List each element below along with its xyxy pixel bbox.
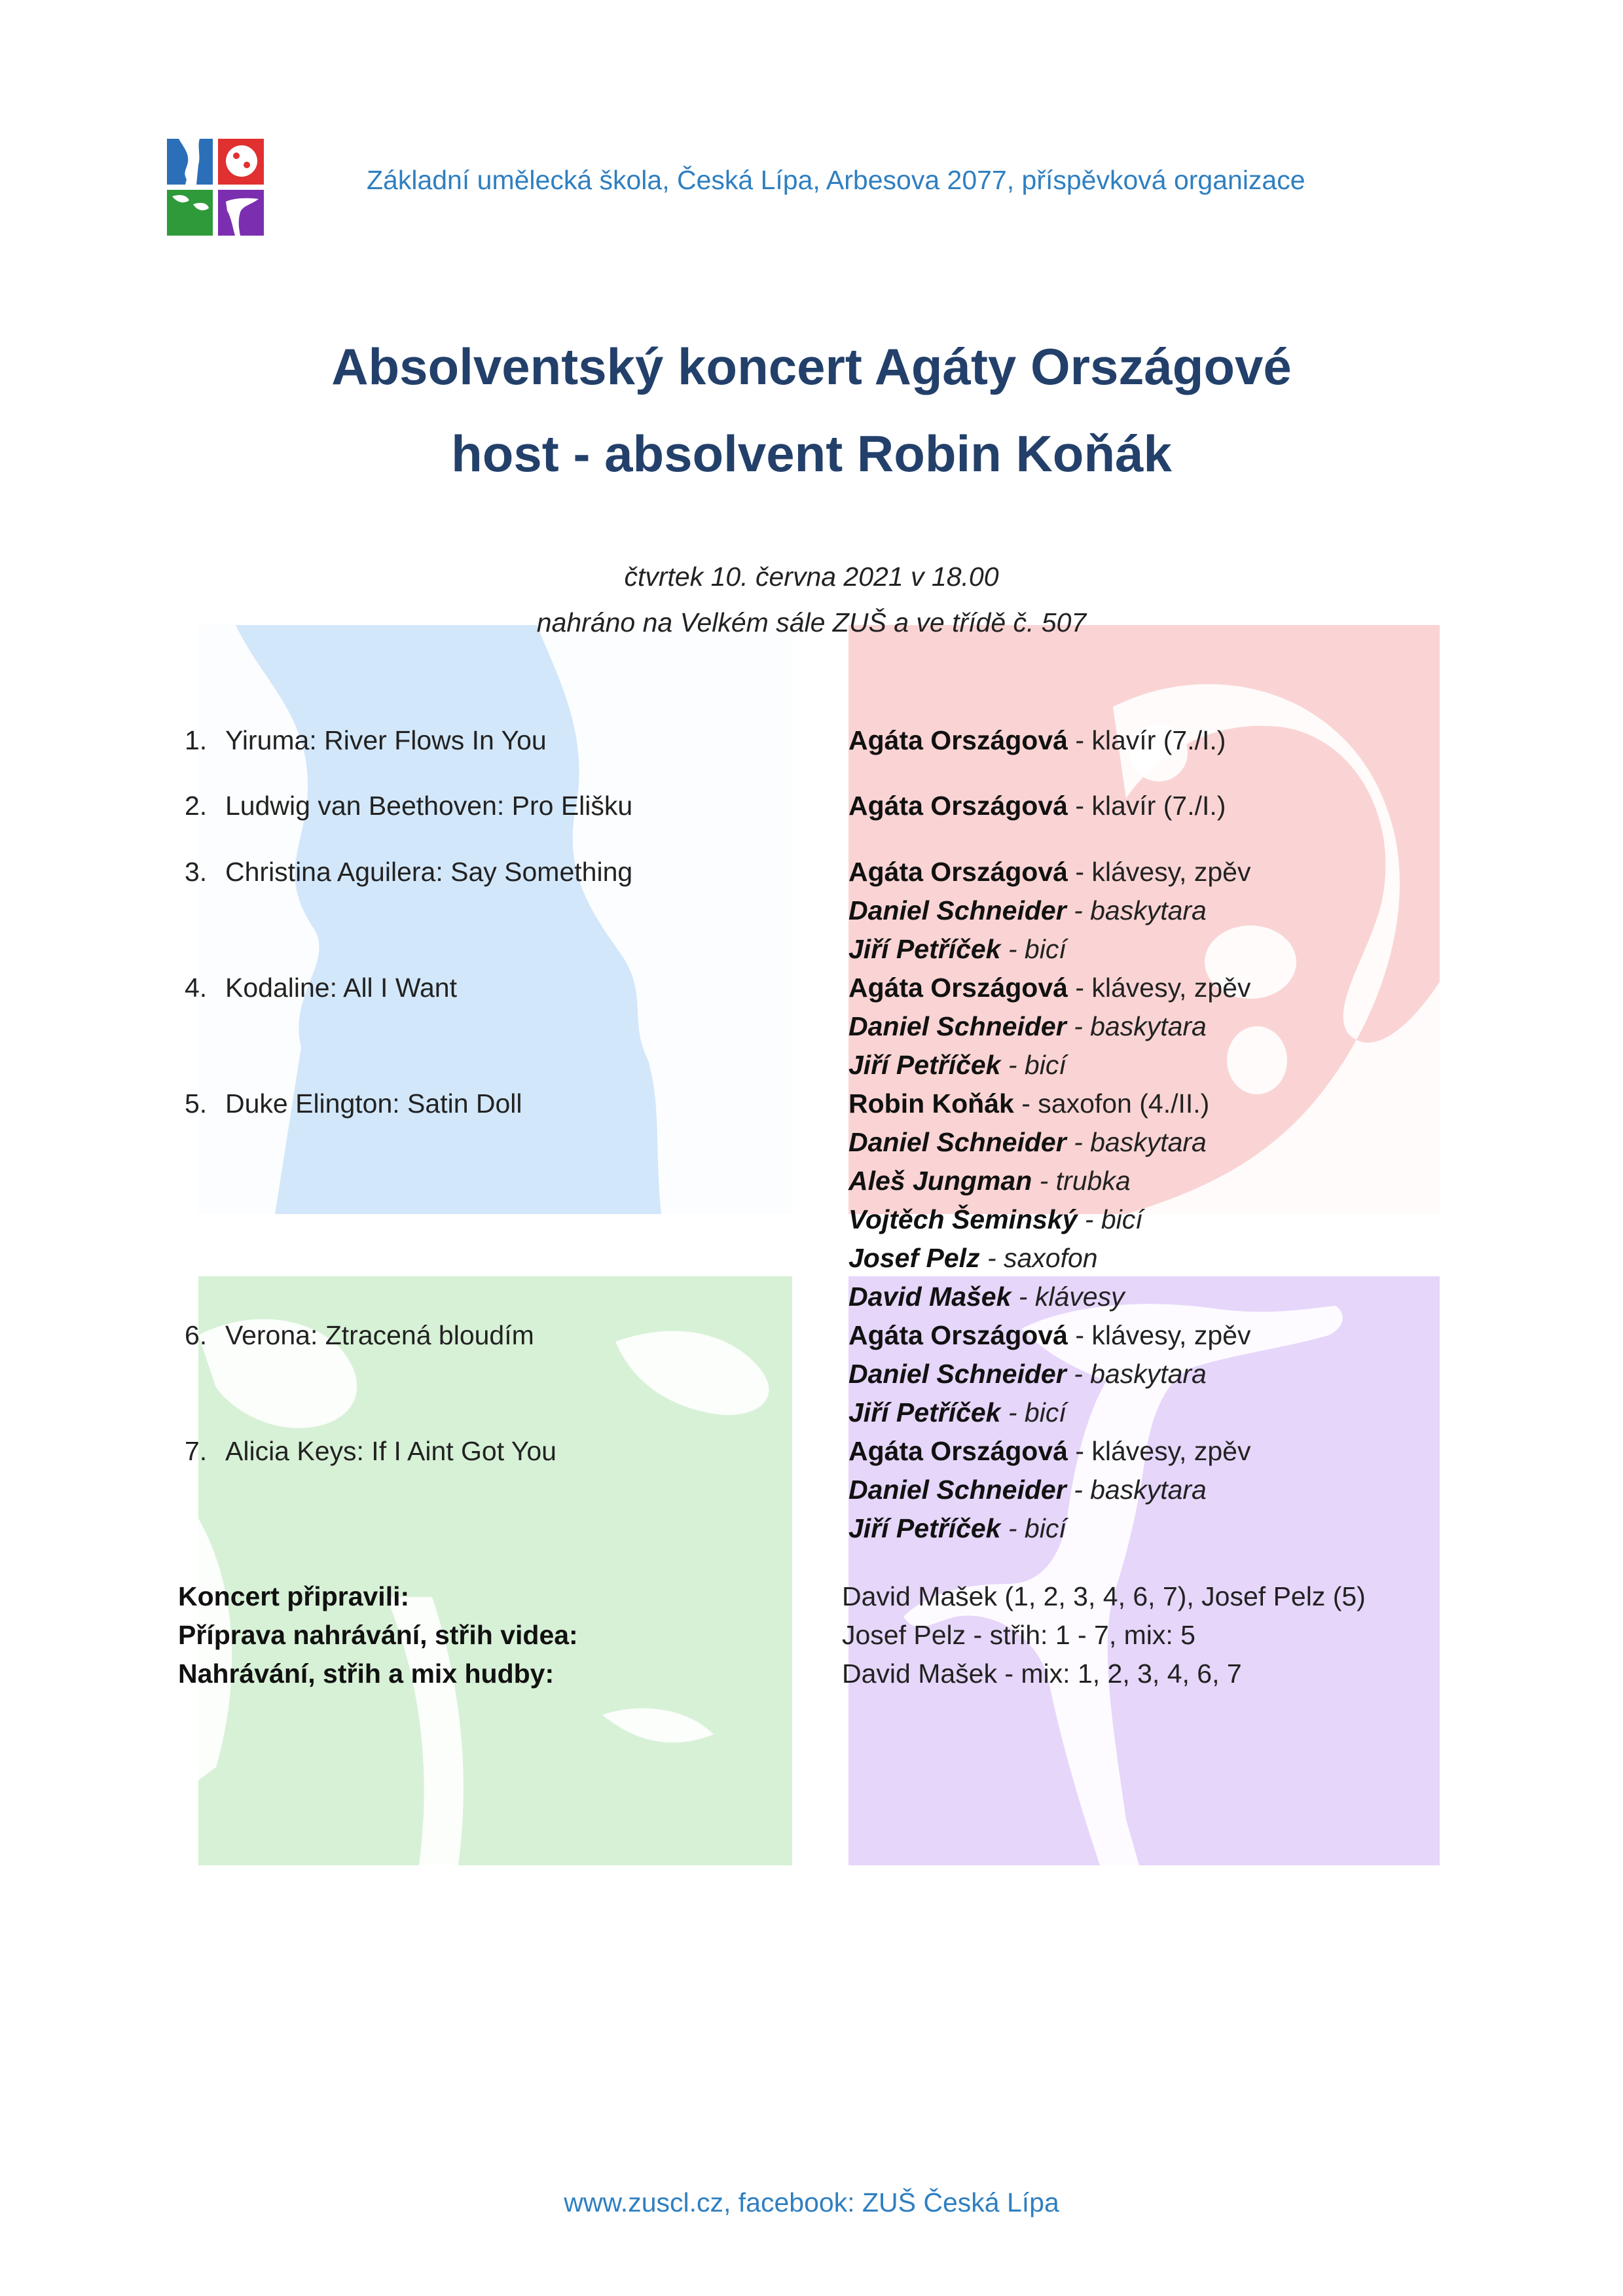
program-piece — [185, 1320, 534, 1351]
program-piece — [185, 973, 457, 1003]
performer-role: - baskytara — [1066, 895, 1207, 925]
performer-line — [848, 1475, 1207, 1505]
performer-line — [848, 1282, 1125, 1312]
performer-name: Agáta Országová — [848, 1436, 1068, 1466]
performer-name: Agáta Országová — [848, 857, 1068, 887]
performer-line — [848, 1513, 1067, 1544]
performer-name: Jiří Petříček — [848, 1397, 1001, 1427]
performer-line — [848, 1436, 1250, 1467]
piece-number: 7. — [185, 1436, 208, 1466]
performer-role: - saxofon — [979, 1243, 1098, 1273]
piece-title: Yiruma: River Flows In You — [225, 725, 547, 755]
performer-line — [848, 857, 1250, 888]
music-quadrant — [198, 625, 792, 1214]
performer-name: Daniel Schneider — [848, 1359, 1067, 1389]
performer-role: - klávesy, zpěv — [1067, 857, 1251, 887]
performer-role: - trubka — [1032, 1166, 1131, 1196]
credit-value: David Mašek - mix: 1, 2, 3, 4, 6, 7 — [842, 1659, 1242, 1689]
performer-role: - klávesy, zpěv — [1067, 973, 1251, 1003]
piece-number: 4. — [185, 973, 208, 1003]
performer-role: - bicí — [1000, 1513, 1067, 1543]
performer-name: Jiří Petříček — [848, 934, 1001, 964]
performer-name: Daniel Schneider — [848, 1475, 1067, 1505]
piece-number: 1. — [185, 725, 208, 755]
performer-role: - klavír (7./I.) — [1067, 791, 1226, 821]
performer-role: - klávesy, zpěv — [1067, 1436, 1251, 1466]
concert-title: Absolventský koncert Agáty Országové — [331, 338, 1292, 395]
performer-name: Jiří Petříček — [848, 1513, 1001, 1543]
program-piece — [185, 791, 632, 821]
performer-name: Vojtěch Šeminský — [848, 1204, 1078, 1234]
performer-role: - bicí — [1077, 1204, 1143, 1234]
drama-quadrant — [198, 1276, 792, 1865]
performer-name: Jiří Petříček — [848, 1050, 1001, 1080]
performer-line — [848, 1320, 1250, 1351]
performer-line — [848, 1050, 1067, 1081]
piece-title: Duke Elington: Satin Doll — [225, 1088, 522, 1119]
concert-subtitle: host - absolvent Robin Koňák — [451, 425, 1172, 482]
performer-role: - baskytara — [1066, 1127, 1207, 1157]
performer-role: - klavír (7./I.) — [1067, 725, 1226, 755]
piece-number: 6. — [185, 1320, 208, 1350]
program-piece — [185, 857, 632, 888]
performer-name: Daniel Schneider — [848, 1127, 1067, 1157]
performer-name: Robin Koňák — [848, 1088, 1014, 1119]
performer-line — [848, 1088, 1209, 1119]
performer-role: - bicí — [1000, 1050, 1067, 1080]
school-logo — [167, 139, 264, 236]
concert-location: nahráno na Velkém sále ZUŠ a ve třídě č. 507 — [536, 607, 1087, 637]
performer-line — [848, 1011, 1207, 1042]
performer-name: Josef Pelz — [848, 1243, 980, 1273]
piece-number: 5. — [185, 1088, 208, 1119]
performer-name: Agáta Országová — [848, 791, 1068, 821]
performer-line — [848, 1204, 1143, 1235]
performer-role: - baskytara — [1066, 1359, 1207, 1389]
performer-name: David Mašek — [848, 1282, 1012, 1312]
concert-date: čtvrtek 10. června 2021 v 18.00 — [624, 562, 999, 592]
piece-title: Kodaline: All I Want — [225, 973, 458, 1003]
performer-role: - klávesy, zpěv — [1067, 1320, 1251, 1350]
school-name: Základní umělecká škola, Česká Lípa, Arbesova 2077, příspěvková organizace — [367, 165, 1305, 195]
credit-value: Josef Pelz - střih: 1 - 7, mix: 5 — [842, 1620, 1195, 1650]
footer-links: www.zuscl.cz, facebook: ZUŠ Česká Lípa — [564, 2187, 1059, 2217]
credit-label: Příprava nahrávání, střih videa: — [178, 1620, 578, 1650]
performer-line — [848, 1166, 1131, 1196]
piece-title: Verona: Ztracená bloudím — [225, 1320, 534, 1350]
credit-label: Nahrávání, střih a mix hudby: — [178, 1659, 555, 1689]
performer-line — [848, 934, 1067, 965]
performer-role: - bicí — [1000, 934, 1067, 964]
performer-role: - klávesy — [1011, 1282, 1125, 1312]
performer-name: Agáta Országová — [848, 973, 1068, 1003]
performer-line — [848, 791, 1226, 821]
piece-number: 2. — [185, 791, 208, 821]
performer-role: - saxofon (4./II.) — [1013, 1088, 1210, 1119]
performer-line — [848, 1127, 1207, 1158]
performer-line — [848, 1243, 1098, 1274]
performer-line — [848, 895, 1207, 926]
performer-line — [848, 1359, 1207, 1390]
performer-name: Daniel Schneider — [848, 895, 1067, 925]
performer-role: - bicí — [1000, 1397, 1067, 1427]
performer-name: Aleš Jungman — [848, 1166, 1032, 1196]
program-piece — [185, 1088, 522, 1119]
performer-name: Agáta Országová — [848, 725, 1068, 755]
performer-name: Agáta Országová — [848, 1320, 1068, 1350]
performer-line — [848, 1397, 1067, 1428]
performer-role: - baskytara — [1066, 1011, 1207, 1041]
piece-title: Christina Aguilera: Say Something — [225, 857, 633, 887]
credit-label: Koncert připravili: — [178, 1581, 410, 1611]
program-piece — [185, 725, 547, 756]
performer-name: Daniel Schneider — [848, 1011, 1067, 1041]
performer-line — [848, 973, 1250, 1003]
piece-title: Ludwig van Beethoven: Pro Elišku — [225, 791, 633, 821]
piece-title: Alicia Keys: If I Aint Got You — [225, 1436, 556, 1466]
credit-value: David Mašek (1, 2, 3, 4, 6, 7), Josef Pelz (5) — [842, 1581, 1366, 1611]
piece-number: 3. — [185, 857, 208, 887]
performer-role: - baskytara — [1066, 1475, 1207, 1505]
performer-line — [848, 725, 1226, 756]
program-piece — [185, 1436, 556, 1467]
